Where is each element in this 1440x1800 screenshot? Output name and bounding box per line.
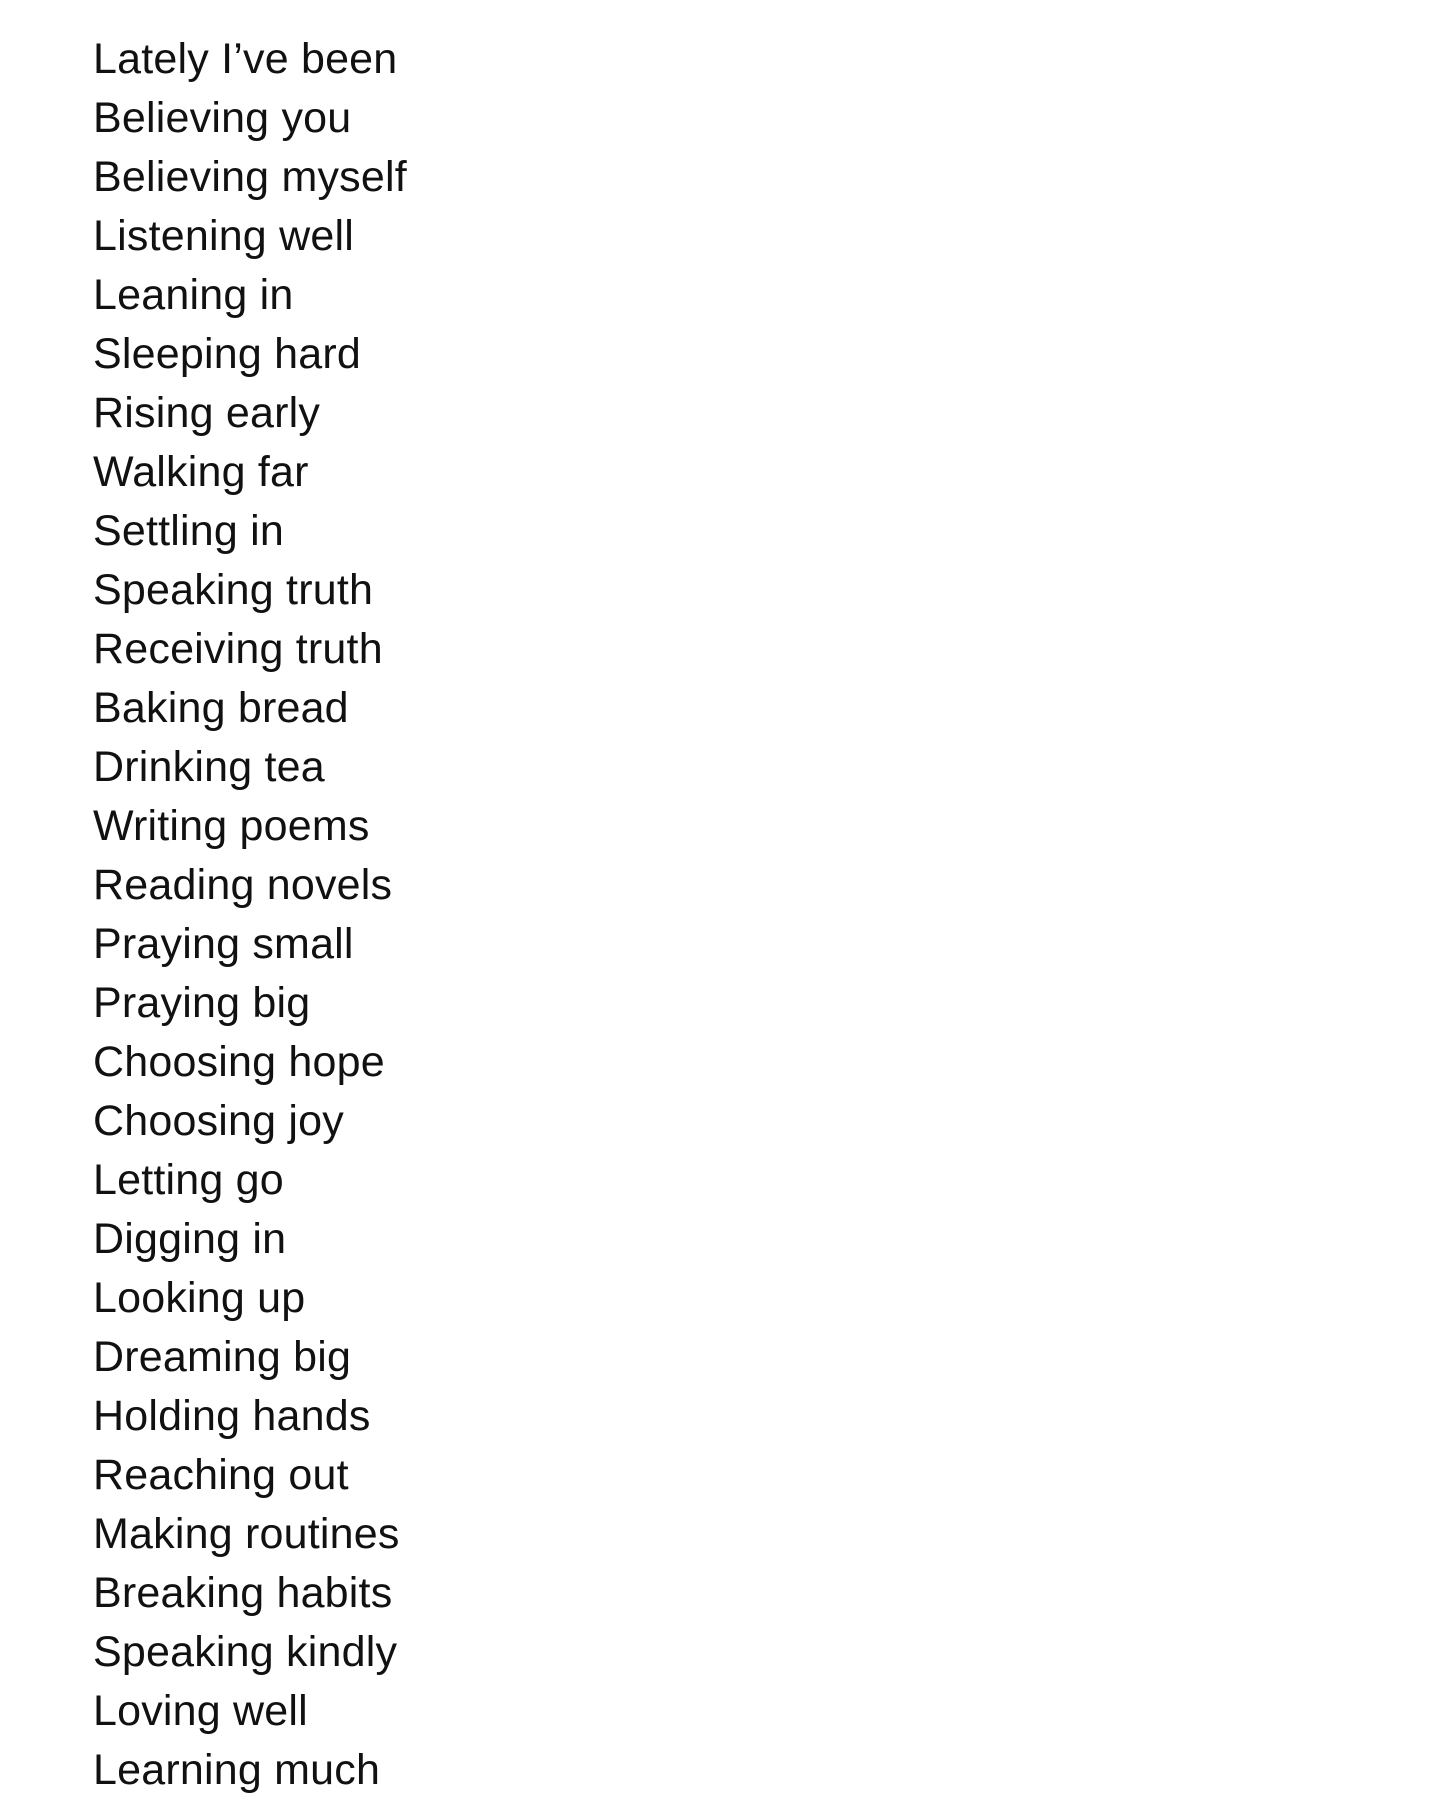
poem-line: Writing poems [93,802,370,850]
poem-line: Believing myself [93,153,407,201]
poem-line: Praying small [93,920,354,968]
poem-line: Making routines [93,1510,400,1558]
poem-line: Reading novels [93,861,393,909]
poem-line: Lately I’ve been [93,35,398,83]
poem-line: Choosing joy [93,1097,344,1145]
poem-line: Loving well [93,1687,308,1735]
poem-line: Walking far [93,448,309,496]
poem-line: Listening well [93,212,354,260]
poem-line: Believing you [93,94,352,142]
poem-line: Rising early [93,389,321,437]
poem-line: Sleeping hard [93,330,361,378]
poem-line: Dreaming big [93,1333,352,1381]
poem-line: Drinking tea [93,743,325,791]
poem-text [93,30,407,1800]
poem-line: Learning much [93,1746,381,1794]
poem-line: Praying big [93,979,311,1027]
poem-line: Settling in [93,507,285,555]
poem-line: Speaking kindly [93,1628,398,1676]
poem-line: Holding hands [93,1392,371,1440]
poem-line: Breaking habits [93,1569,393,1617]
poem-line: Receiving truth [93,625,383,673]
poem-line: Digging in [93,1215,287,1263]
poem-line: Reaching out [93,1451,349,1499]
poem-line: Letting go [93,1156,284,1204]
poem-line: Baking bread [93,684,349,732]
poem-line: Choosing hope [93,1038,385,1086]
poem-line: Leaning in [93,271,294,319]
poem-line: Looking up [93,1274,306,1322]
poem-line: Speaking truth [93,566,374,614]
